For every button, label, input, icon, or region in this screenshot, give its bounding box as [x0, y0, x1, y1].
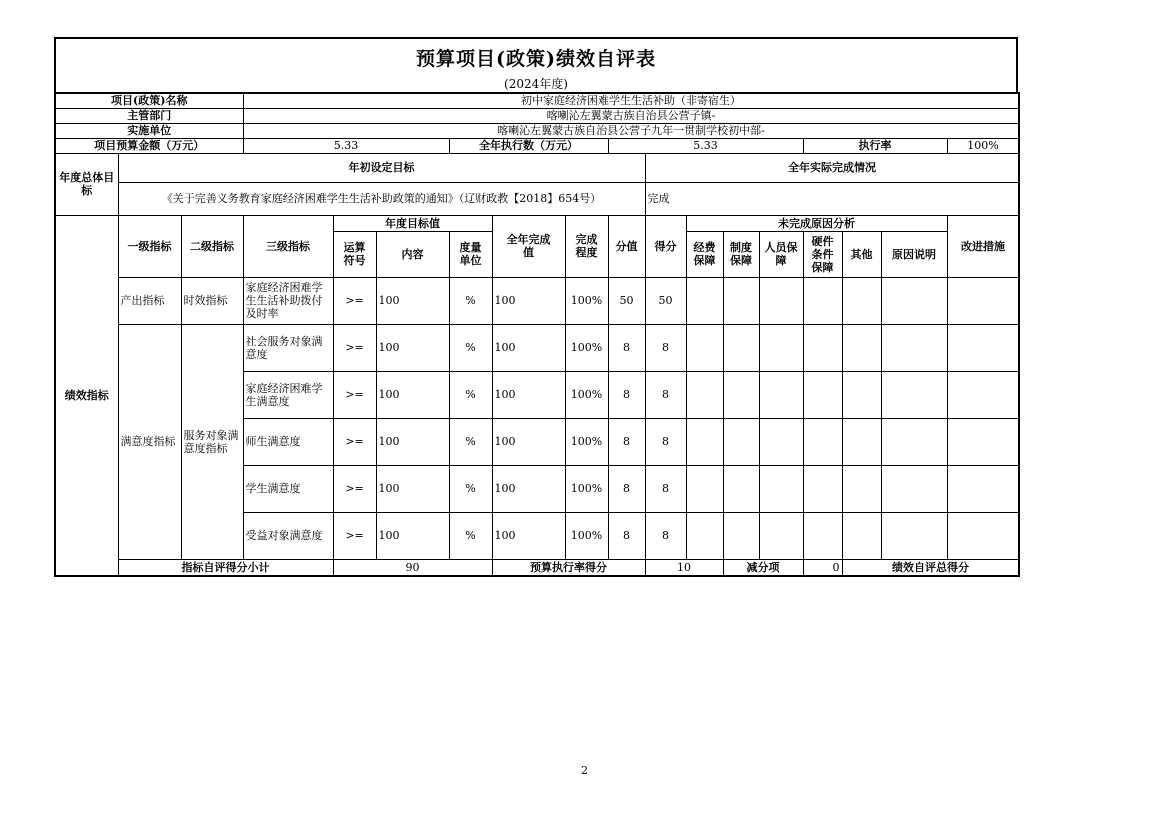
reason-hardware-text: 硬件条件保障	[811, 234, 834, 274]
reason-system-header	[723, 231, 759, 277]
row-level3: 家庭经济困难学生生活补助拨付及时率	[243, 277, 333, 324]
deduct-value: 0	[803, 559, 842, 576]
row-content: 100	[376, 324, 449, 371]
row-reason-system	[723, 324, 759, 371]
score-header: 得分	[645, 215, 686, 277]
reason-hardware-header	[803, 231, 842, 277]
row-reason-hardware	[803, 418, 842, 465]
unit-header	[449, 231, 492, 277]
row-improve	[947, 277, 1019, 324]
operator-header	[333, 231, 376, 277]
completed-header	[492, 215, 565, 277]
row-degree: 100%	[565, 418, 608, 465]
row-reason-funding	[686, 465, 723, 512]
total-label: 绩效自评总得分	[842, 559, 1019, 576]
row-reason-explain	[881, 418, 947, 465]
row-degree: 100%	[565, 512, 608, 559]
row-operator: >=	[333, 324, 376, 371]
satisfaction-level2: 服务对象满意度指标	[181, 324, 243, 559]
form-year: (2024年度)	[504, 77, 568, 91]
row-reason-system	[723, 512, 759, 559]
output-level2: 时效指标	[181, 277, 243, 324]
project-name-value: 初中家庭经济困难学生生活补助（非寄宿生）	[243, 93, 1019, 108]
rate-label: 执行率	[803, 138, 947, 153]
score-value-header: 分值	[608, 215, 645, 277]
actual-completion-header: 全年实际完成情况	[645, 153, 1019, 182]
row-value: 8	[608, 324, 645, 371]
row-value: 8	[608, 418, 645, 465]
row-reason-explain	[881, 371, 947, 418]
row-level3: 学生满意度	[243, 465, 333, 512]
content-header: 内容	[376, 231, 449, 277]
exec-label: 全年执行数（万元）	[449, 138, 608, 153]
reason-funding-header	[686, 231, 723, 277]
actual-completion-text: 完成	[645, 182, 1019, 215]
degree-header-text: 完成程度	[575, 233, 598, 259]
row-degree: 100%	[565, 277, 608, 324]
row-reason-explain	[881, 324, 947, 371]
row-reason-other	[842, 277, 881, 324]
row-improve	[947, 371, 1019, 418]
improve-header: 改进措施	[947, 215, 1019, 277]
row-reason-personnel	[759, 324, 803, 371]
row-reason-system	[723, 465, 759, 512]
row-reason-other	[842, 512, 881, 559]
row-reason-funding	[686, 418, 723, 465]
row-level3: 家庭经济困难学生满意度	[243, 371, 333, 418]
row-reason-personnel	[759, 512, 803, 559]
unit-value: 喀喇沁左翼蒙古族自治县公营子九年一贯制学校初中部-	[243, 123, 1019, 138]
row-unit: %	[449, 277, 492, 324]
project-name-label: 项目(政策)名称	[55, 93, 243, 108]
row-reason-system	[723, 277, 759, 324]
row-content: 100	[376, 277, 449, 324]
row-unit: %	[449, 465, 492, 512]
budget-score-label: 预算执行率得分	[492, 559, 645, 576]
row-completed: 100	[492, 324, 565, 371]
row-operator: >=	[333, 371, 376, 418]
row-reason-funding	[686, 371, 723, 418]
level2-header: 二级指标	[181, 215, 243, 277]
subtotal-label: 指标自评得分小计	[118, 559, 333, 576]
table-row	[55, 277, 1019, 324]
budget-value: 5.33	[243, 138, 449, 153]
row-improve	[947, 465, 1019, 512]
row-reason-explain	[881, 512, 947, 559]
row-unit: %	[449, 418, 492, 465]
row-reason-personnel	[759, 371, 803, 418]
row-reason-hardware	[803, 512, 842, 559]
row-improve	[947, 418, 1019, 465]
row-value: 8	[608, 465, 645, 512]
row-completed: 100	[492, 465, 565, 512]
evaluation-table	[54, 92, 1020, 577]
row-reason-hardware	[803, 277, 842, 324]
row-reason-personnel	[759, 418, 803, 465]
row-reason-system	[723, 418, 759, 465]
row-unit: %	[449, 371, 492, 418]
row-operator: >=	[333, 418, 376, 465]
indicators-section-label: 绩效指标	[55, 215, 118, 576]
row-reason-explain	[881, 277, 947, 324]
row-operator: >=	[333, 465, 376, 512]
page-number: 2	[581, 764, 588, 777]
evaluation-sheet	[54, 37, 1018, 577]
row-reason-personnel	[759, 465, 803, 512]
unit-header-text: 度量单位	[459, 241, 482, 267]
row-improve	[947, 512, 1019, 559]
row-reason-other	[842, 371, 881, 418]
row-reason-hardware	[803, 324, 842, 371]
title-block	[54, 37, 1018, 92]
row-content: 100	[376, 418, 449, 465]
row-content: 100	[376, 371, 449, 418]
form-title: 预算项目(政策)绩效自评表	[416, 48, 656, 70]
row-completed: 100	[492, 277, 565, 324]
row-reason-funding	[686, 324, 723, 371]
row-operator: >=	[333, 277, 376, 324]
dept-value: 喀喇沁左翼蒙古族自治县公营子镇-	[243, 108, 1019, 123]
row-unit: %	[449, 324, 492, 371]
row-score: 8	[645, 465, 686, 512]
row-reason-hardware	[803, 465, 842, 512]
row-level3: 受益对象满意度	[243, 512, 333, 559]
row-level3: 师生满意度	[243, 418, 333, 465]
rate-value: 100%	[947, 138, 1019, 153]
row-improve	[947, 324, 1019, 371]
row-completed: 100	[492, 512, 565, 559]
row-reason-other	[842, 324, 881, 371]
row-content: 100	[376, 465, 449, 512]
target-group-header: 年度目标值	[333, 215, 492, 231]
satisfaction-level1: 满意度指标	[118, 324, 181, 559]
row-operator: >=	[333, 512, 376, 559]
reason-explain-header: 原因说明	[881, 231, 947, 277]
row-value: 8	[608, 371, 645, 418]
table-row	[55, 324, 1019, 371]
subtotal-value: 90	[333, 559, 492, 576]
exec-value: 5.33	[608, 138, 803, 153]
level3-header: 三级指标	[243, 215, 333, 277]
budget-score-value: 10	[645, 559, 723, 576]
annual-goal-label: 年度总体目标	[55, 153, 118, 215]
reason-other-header: 其他	[842, 231, 881, 277]
completed-header-text: 全年完成值	[506, 233, 551, 259]
reason-personnel-text: 人员保障	[764, 241, 798, 267]
reason-personnel-header	[759, 231, 803, 277]
initial-goal-text: 《关于完善义务教育家庭经济困难学生生活补助政策的通知》（辽财政教【2018】654号）	[118, 182, 645, 215]
row-reason-funding	[686, 512, 723, 559]
budget-label: 项目预算金额（万元）	[55, 138, 243, 153]
row-level3: 社会服务对象满意度	[243, 324, 333, 371]
output-level1: 产出指标	[118, 277, 181, 324]
level1-header: 一级指标	[118, 215, 181, 277]
row-degree: 100%	[565, 371, 608, 418]
operator-header-text: 运算符号	[343, 241, 366, 267]
row-score: 8	[645, 418, 686, 465]
reason-system-text: 制度保障	[730, 241, 753, 267]
row-unit: %	[449, 512, 492, 559]
row-completed: 100	[492, 371, 565, 418]
row-content: 100	[376, 512, 449, 559]
row-degree: 100%	[565, 324, 608, 371]
row-reason-funding	[686, 277, 723, 324]
row-score: 50	[645, 277, 686, 324]
unit-label: 实施单位	[55, 123, 243, 138]
degree-header	[565, 215, 608, 277]
row-value: 8	[608, 512, 645, 559]
row-reason-hardware	[803, 371, 842, 418]
initial-goal-header: 年初设定目标	[118, 153, 645, 182]
row-degree: 100%	[565, 465, 608, 512]
row-reason-explain	[881, 465, 947, 512]
reason-funding-text: 经费保障	[693, 241, 716, 267]
deduct-label: 减分项	[723, 559, 803, 576]
row-reason-system	[723, 371, 759, 418]
row-reason-other	[842, 465, 881, 512]
row-score: 8	[645, 324, 686, 371]
reason-group-header: 未完成原因分析	[686, 215, 947, 231]
row-value: 50	[608, 277, 645, 324]
row-score: 8	[645, 512, 686, 559]
row-reason-other	[842, 418, 881, 465]
row-completed: 100	[492, 418, 565, 465]
row-reason-personnel	[759, 277, 803, 324]
dept-label: 主管部门	[55, 108, 243, 123]
row-score: 8	[645, 371, 686, 418]
